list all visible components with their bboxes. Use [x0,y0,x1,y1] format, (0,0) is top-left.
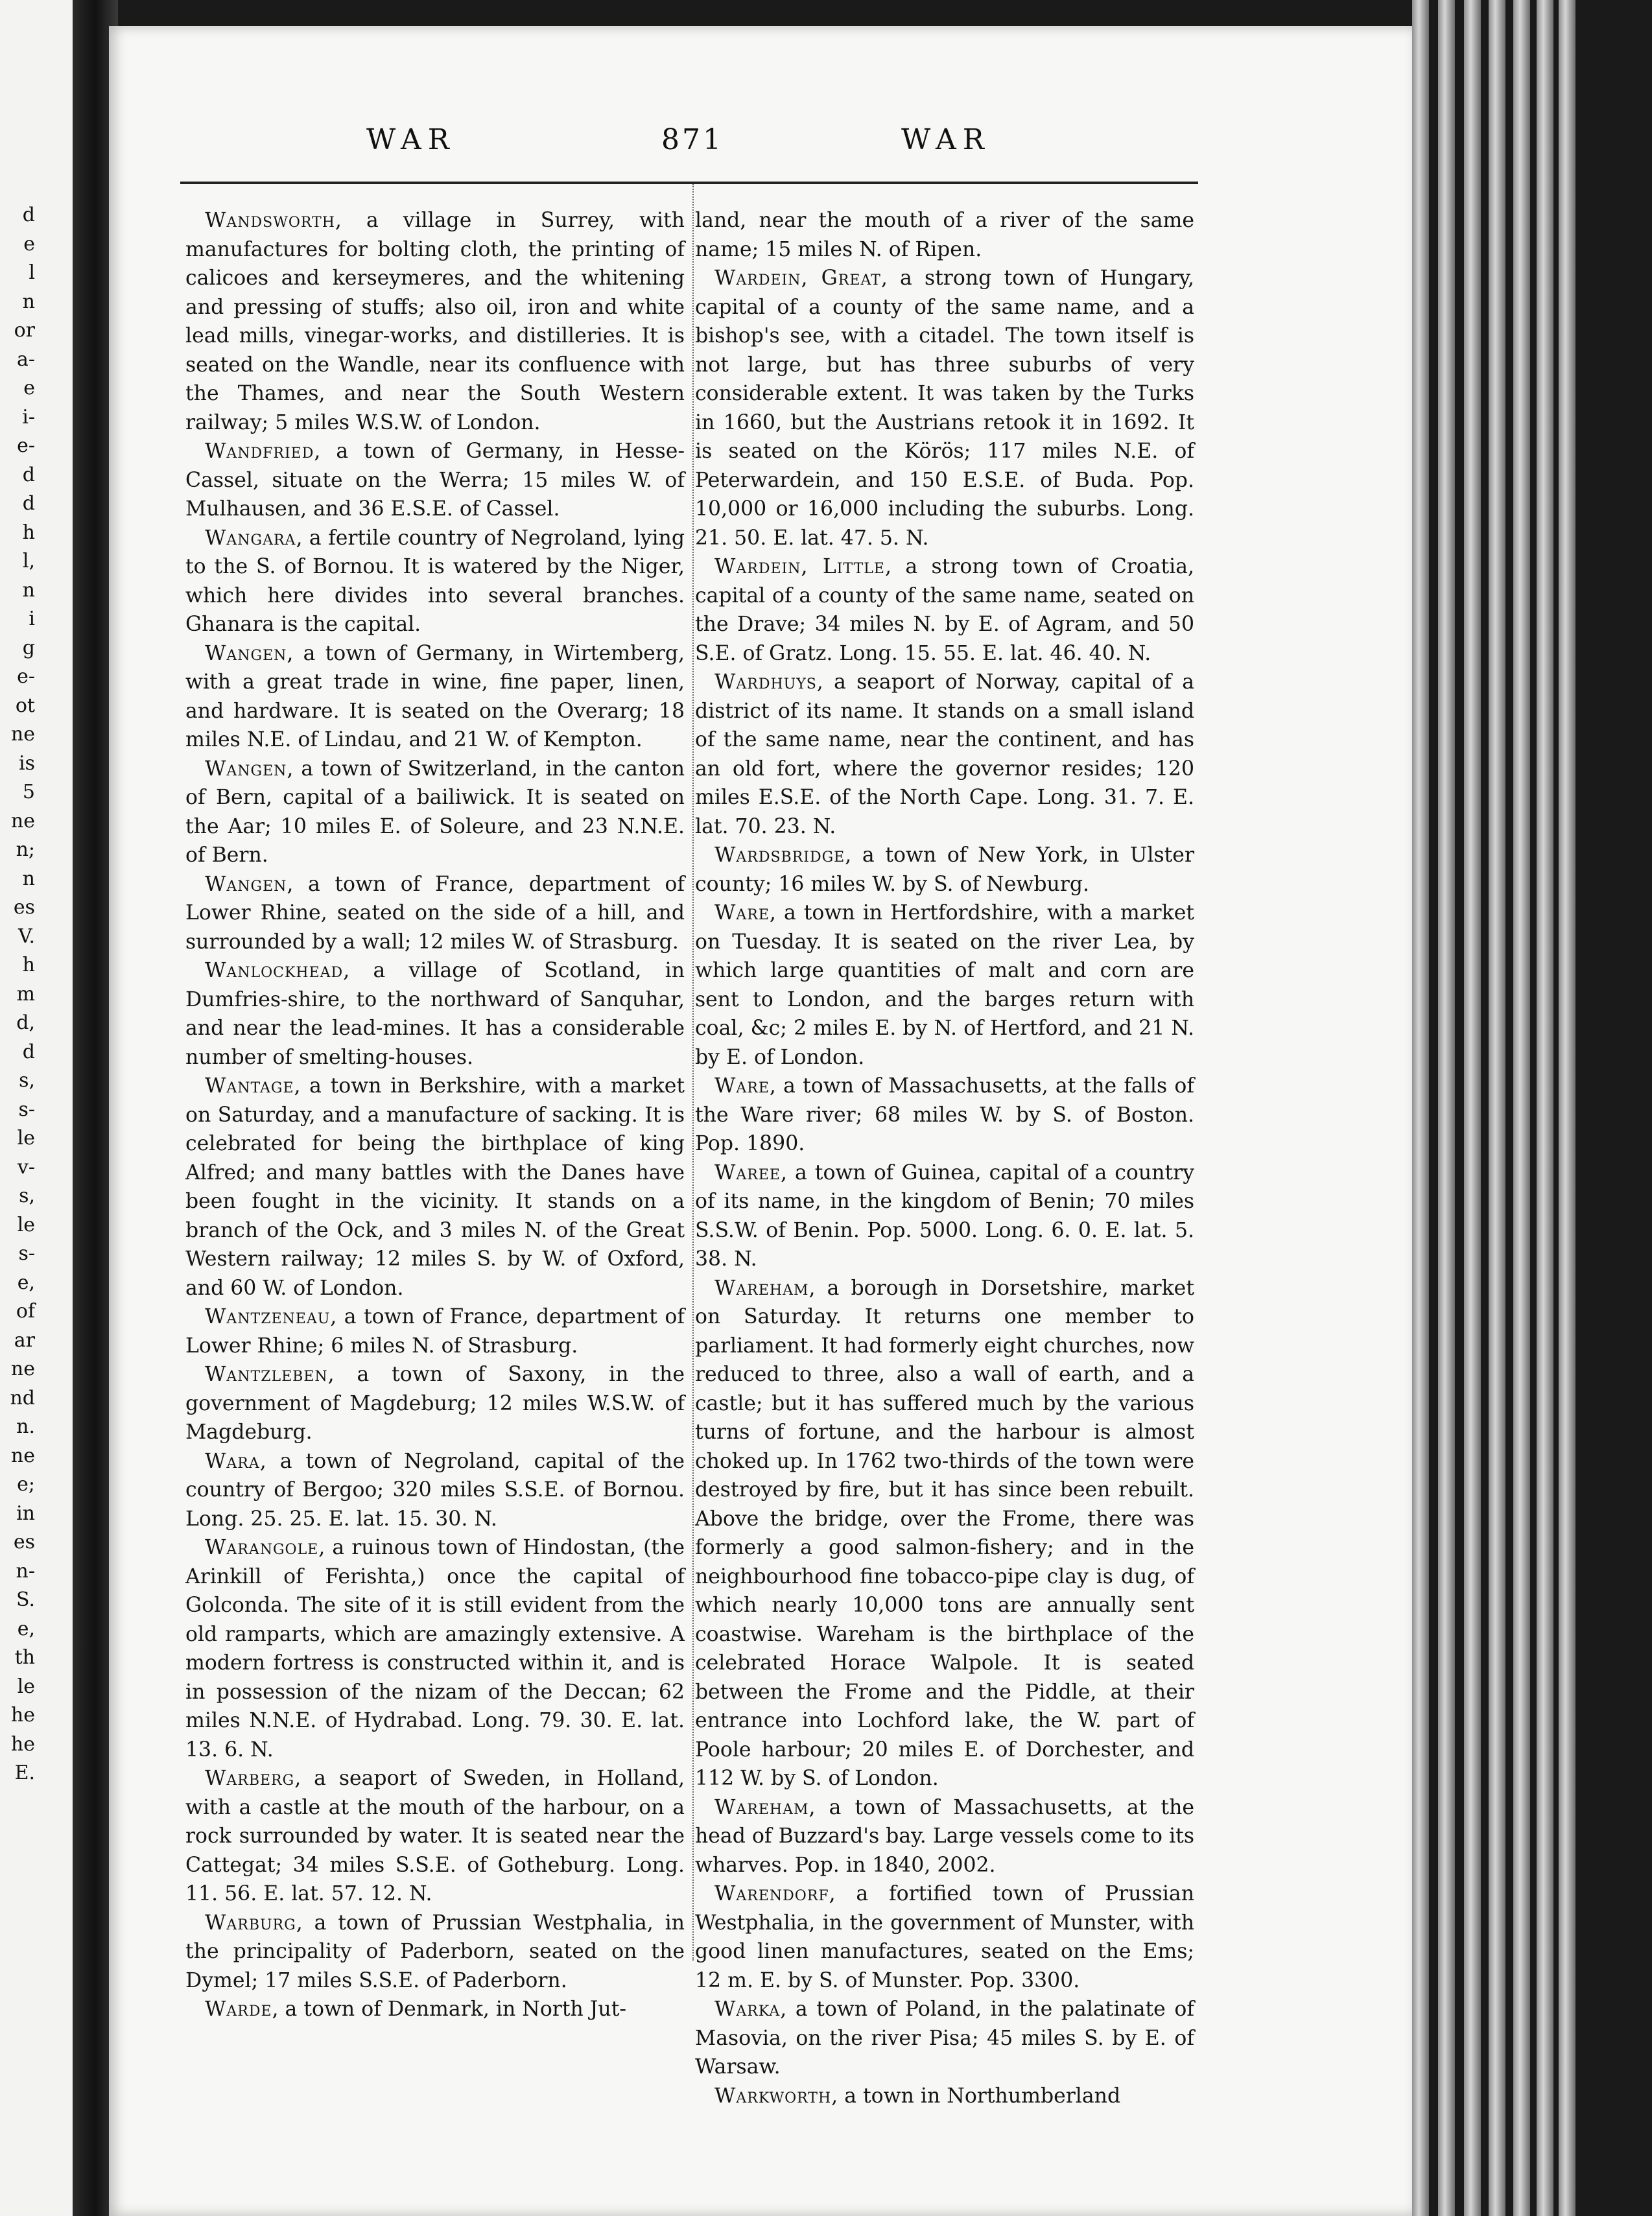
entry-text: , a seaport of Norway, capital of a district of its name. It stands on a small island of the same name, near the continent, and has an old fort, where the governor resides; 120 miles E.S.E. of the North Cape. Long. 31. 7. E. lat. 70. 23. N. [695,670,1194,838]
gazetteer-entry [185,870,685,957]
left-page-fragment: es [13,1531,35,1553]
gazetteer-entry [185,524,685,639]
entry-text: , a strong town of Croatia, capital of a county of the same name, seated on the Drave; 34 miles N. by E. of Agram, and 50 S.E. of Gratz. Long. 15. 55. E. lat. 46. 40. N. [695,555,1194,665]
entry-headword: Warburg [205,1911,296,1935]
left-page-fragment: S. [16,1588,35,1611]
entry-text: , a town of France, department of Lower Rhine; 6 miles N. of Strasburg. [185,1305,685,1358]
entry-headword: Wantzeneau [205,1305,331,1328]
entry-headword: Warde [205,1998,272,2021]
left-page-fragment: n- [16,1559,35,1583]
entry-text: , a fertile country of Negroland, lying to the S. of Bornou. It is watered by the Niger, which here divides into several branches. Ghanara is the capital. [185,526,685,636]
entry-text: , a ruinous town of Hindostan, (the Arinkill of Ferishta,) once the capital of Golconda. The site of it is still evident from the old ramparts, which are amazingly extensive. A modern fortress is constructed within it, and is in possession of the nizam of the Deccan; 62 miles N.N.E. of Hydrabad. Long. 79. 30. E. lat. 13. 6. N. [185,1536,685,1762]
gazetteer-entry [185,1533,685,1764]
page-edge [1559,0,1575,2216]
entry-headword: Wardein, Little [714,555,885,578]
entry-headword: Wardein, Great [714,266,881,290]
left-page-fragment: is [19,751,35,775]
gazetteer-entry [695,668,1194,841]
entry-text: , a town of Guinea, capital of a country of its name, in the kingdom of Benin; 70 miles S.S.W. of Benin. Pop. 5000. Long. 6. 0. E. lat. 5. 38. N. [695,1161,1194,1271]
page-edge [1412,0,1429,2216]
right-column [695,206,1194,2110]
left-page-fragment: ar [14,1328,35,1352]
gazetteer-entry [185,1360,685,1447]
gazetteer-entry [695,2082,1194,2111]
entry-text: , a strong town of Hungary, capital of a county of the same name, and a bishop's see, with a citadel. The town itself is not large, but has three suburbs of very considerable extent. It was taken by the Turks in 1660, but the Austrians retook it in 1692. It is seated on the Körös; 117 miles N.E. of Peterwardein, and 150 E.S.E. of Buda. Pop. 10,000 or 16,000 including the suburbs. Long. 21. 50. E. lat. 47. 5. N. [695,266,1194,550]
left-page-fragment: nd [10,1386,35,1409]
left-page-fragment: he [10,1732,35,1756]
entry-headword: Wangen [205,757,287,781]
entry-headword: Wandfried [205,440,314,463]
left-page-fragment: d, [16,1011,35,1034]
gazetteer-entry [695,552,1194,668]
left-page-fragment: s- [18,1242,35,1265]
header-left-guideword: WAR [366,123,456,156]
entry-text: , a town in Hertfordshire, with a market on Tuesday. It is seated on the river Lea, by which large quantities of malt and corn are sent to London, and the barges return with coal, &c; 2 miles E. by N. of Hertford, and 21 N. by E. of London. [695,901,1194,1069]
entry-headword: Wara [205,1449,260,1473]
running-header [246,123,1193,169]
entry-text: , a town of New York, in Ulster county; 16 miles W. by S. of Newburg. [695,843,1194,896]
left-page-fragment: s- [18,1098,35,1121]
left-page-fragment: n. [16,1415,35,1438]
entry-headword: Wandsworth [205,209,335,232]
left-page-fragment: h [22,521,35,544]
left-page-fragment: s, [19,1069,35,1092]
page-edge [1513,0,1530,2216]
left-page-fragment: ot [15,694,35,717]
entry-headword: Wangara [205,526,296,550]
entry-text: , a town of Saxony, in the government of Magdeburg; 12 miles W.S.W. of Magdeburg. [185,1363,685,1444]
entry-headword: Wareham [714,1276,809,1300]
entry-headword: Warendorf [714,1882,829,1905]
left-page-fragment: e, [17,1271,35,1294]
gazetteer-entry [695,1880,1194,1995]
left-page-fragment: n [22,578,35,602]
left-page-fragment: l [29,261,35,284]
page-edge [1438,0,1455,2216]
left-page-fragment: ne [10,1444,35,1467]
gazetteer-entry [695,841,1194,899]
entry-text: , a town of Massachusetts, at the falls of the Ware river; 68 miles W. by S. of Boston. Pop. 1890. [695,1074,1194,1155]
left-page-fragment: th [14,1646,35,1669]
page-edge [1537,0,1553,2216]
left-page-fragment: le [17,1675,35,1698]
entry-headword: Wardsbridge [714,843,845,867]
left-page-fragment: E. [14,1762,35,1784]
left-page-fragment: 5 [22,781,35,803]
entry-text: , a town of Prussian Westphalia, in the principality of Paderborn, seated on the Dymel; 17 miles S.S.E. of Paderborn. [185,1911,685,1992]
left-page-fragment: ne [10,809,35,832]
gazetteer-entry [695,1072,1194,1159]
left-page-text-fragments [0,201,39,1788]
page-edge [1464,0,1481,2216]
left-page-fragment: of [16,1300,35,1323]
left-page-fragment: i- [22,405,35,429]
page-number: 871 [661,123,724,156]
left-page-fragment: e, [17,1617,35,1640]
gazetteer-entry [185,1909,685,1996]
left-page-fragment: e [23,232,35,255]
left-page-fragment: e [23,377,35,399]
entry-text: , a town in Berkshire, with a market on Saturday, and a manufacture of sacking. It is celebrated for being the birthplace of king Alfred; and many battles with the Danes have been fought in the vicinity. It stands on a branch of the Ock, and 3 miles N. of the Great Western railway; 12 miles S. by W. of Oxford, and 60 W. of London. [185,1074,685,1300]
gazetteer-entry [185,1302,685,1360]
entry-headword: Warka [714,1998,781,2021]
entry-text: , a town of France, department of Lower Rhine, seated on the side of a hill, and surrounded by a wall; 12 miles W. of Strasburg. [185,872,685,954]
left-page-fragment: g [22,636,35,659]
left-page-fragment: s, [19,1185,35,1207]
entry-text: , a village in Surrey, with manufactures for bolting cloth, the printing of calicoes and kerseymeres, and the whitening and pressing of stuffs; also oil, iron and white lead mills, vinegar-works, and distilleries. It is seated on the Wandle, near its confluence with the Thames, and near the South Western railway; 5 miles W.S.W. of London. [185,209,685,434]
entry-text: , a town in Northumberland [831,2084,1121,2108]
entry-text: , a town of Massachusetts, at the head of Buzzard's bay. Large vessels come to its wharves. Pop. in 1840, 2002. [695,1795,1194,1877]
header-right-guideword: WAR [901,123,991,156]
page-edge [1489,0,1505,2216]
left-page-fragment: le [17,1213,35,1236]
gazetteer-entry [185,1447,685,1534]
entry-text: , a fortified town of Prussian Westphalia, in the government of Munster, with good linen manufactures, seated on the Ems; 12 m. E. by S. of Munster. Pop. 3300. [695,1882,1194,1992]
gazetteer-entry [695,264,1194,552]
gazetteer-entry [185,206,685,437]
gazetteer-entry [695,1274,1194,1793]
entry-headword: Wanlockhead [205,959,344,982]
entry-text: , a borough in Dorsetshire, market on Saturday. It returns one member to parliament. It had formerly eight churches, now reduced to three, also a wall of earth, and a castle; but it has suffered much by the various turns of fortune, and the harbour is almost choked up. In 1762 two-thirds of the town were destroyed by fire, but it has since been rebuilt. Above the bridge, over the Frome, there was formerly a good salmon-fishery; and in the neighbourhood fine tobacco-pipe clay is dug, of which nearly 10,000 tons are annually sent coastwise. Wareham is the birthplace of the celebrated Horace Walpole. It is seated between the Frome and the Piddle, at their entrance into Lochford lake, the W. part of Poole harbour; 20 miles E. of Dorchester, and 112 W. by S. of London. [695,1276,1194,1790]
gazetteer-entry [185,1764,685,1909]
gazetteer-entry [695,899,1194,1072]
left-page-fragment: es [13,896,35,919]
entry-headword: Wangen [205,872,287,896]
left-page-fragment: n; [16,838,35,861]
entry-text: land, near the mouth of a river of the same name; 15 miles N. of Ripen. [695,209,1194,261]
entry-headword: Warangole [205,1536,319,1559]
entry-headword: Warkworth [714,2084,832,2108]
gazetteer-entry [695,1793,1194,1880]
gazetteer-entry [695,1159,1194,1274]
entry-headword: Ware [714,1074,770,1098]
gazetteer-entry [185,1995,685,2024]
entry-headword: Wangen [205,641,287,665]
entry-headword: Ware [714,901,770,925]
left-page-fragment: d [22,204,35,226]
entry-text: , a village of Scotland, in Dumfries-shire, to the northward of Sanquhar, and near the lead-mines. It has a considerable number of smelting-houses. [185,959,685,1069]
left-page-fragment: d [22,463,35,486]
entry-text: , a town of Denmark, in North Jut- [272,1998,627,2021]
left-page-fragment: a- [16,348,35,371]
gazetteer-entry [185,1072,685,1302]
left-page-fragment: v- [17,1155,35,1179]
entry-headword: Wardhuys [714,670,817,694]
entry-headword: Wantage [205,1074,294,1098]
left-page-fragment: le [17,1127,35,1149]
left-page-fragment: ne [10,723,35,746]
entry-headword: Wantzleben [205,1363,328,1386]
left-page-fragment: he [10,1704,35,1727]
entry-text: , a seaport of Sweden, in Holland, with a castle at the mouth of the harbour, on a rock surrounded by water. It is seated near the Cattegat; 34 miles S.S.E. of Gotheburg. Long. 11. 56. E. lat. 57. 12. N. [185,1767,685,1905]
left-page-fragment: e; [17,1473,35,1496]
left-page-fragment: e- [17,665,35,688]
left-page-fragment: n [22,867,35,890]
left-page-fragment: n [22,290,35,313]
gazetteer-entry [695,206,1194,264]
left-page-fragment: i [29,607,35,630]
entry-headword: Warberg [205,1767,295,1790]
left-page-fragment: l, [22,550,35,572]
entry-text: , a town of Poland, in the palatinate of Masovia, on the river Pisa; 45 miles S. by E. of Warsaw. [695,1998,1194,2079]
left-page-fragment: e- [17,434,35,457]
left-page-fragment: ne [10,1358,35,1380]
header-rule [180,182,1198,184]
left-page-fragment: h [22,954,35,976]
gazetteer-entry [185,639,685,755]
page-edges [1412,0,1652,2216]
entry-headword: Wareham [714,1795,809,1819]
left-page-fragment: in [16,1502,35,1525]
entry-text: , a town of Negroland, capital of the country of Bergoo; 320 miles S.S.E. of Bornou. Long. 25. 25. E. lat. 15. 30. N. [185,1449,685,1531]
left-page-fragment: V. [18,925,35,948]
entry-text: , a town of Germany, in Wirtemberg, with a great trade in wine, fine paper, linen, and hardware. It is seated on the Overarg; 18 miles N.E. of Lindau, and 21 W. of Kempton. [185,641,685,751]
gazetteer-entry [185,956,685,1072]
entry-headword: Waree [714,1161,781,1185]
left-page-fragment: d [22,1040,35,1063]
entry-text: , a town of Switzerland, in the canton of Bern, capital of a bailiwick. It is seated on the Aar; 10 miles E. of Soleure, and 23 N.N.E. of Bern. [185,757,685,867]
left-page-fragment: m [16,982,35,1006]
left-page-fragment: or [14,319,35,342]
entry-text: , a town of Germany, in Hesse-Cassel, situate on the Werra; 15 miles W. of Mulhausen, and 36 E.S.E. of Cassel. [185,440,685,521]
gazetteer-entry [185,437,685,524]
gazetteer-entry [695,1995,1194,2082]
left-column [185,206,685,2024]
left-page-fragment: d [22,492,35,515]
gazetteer-entry [185,755,685,870]
